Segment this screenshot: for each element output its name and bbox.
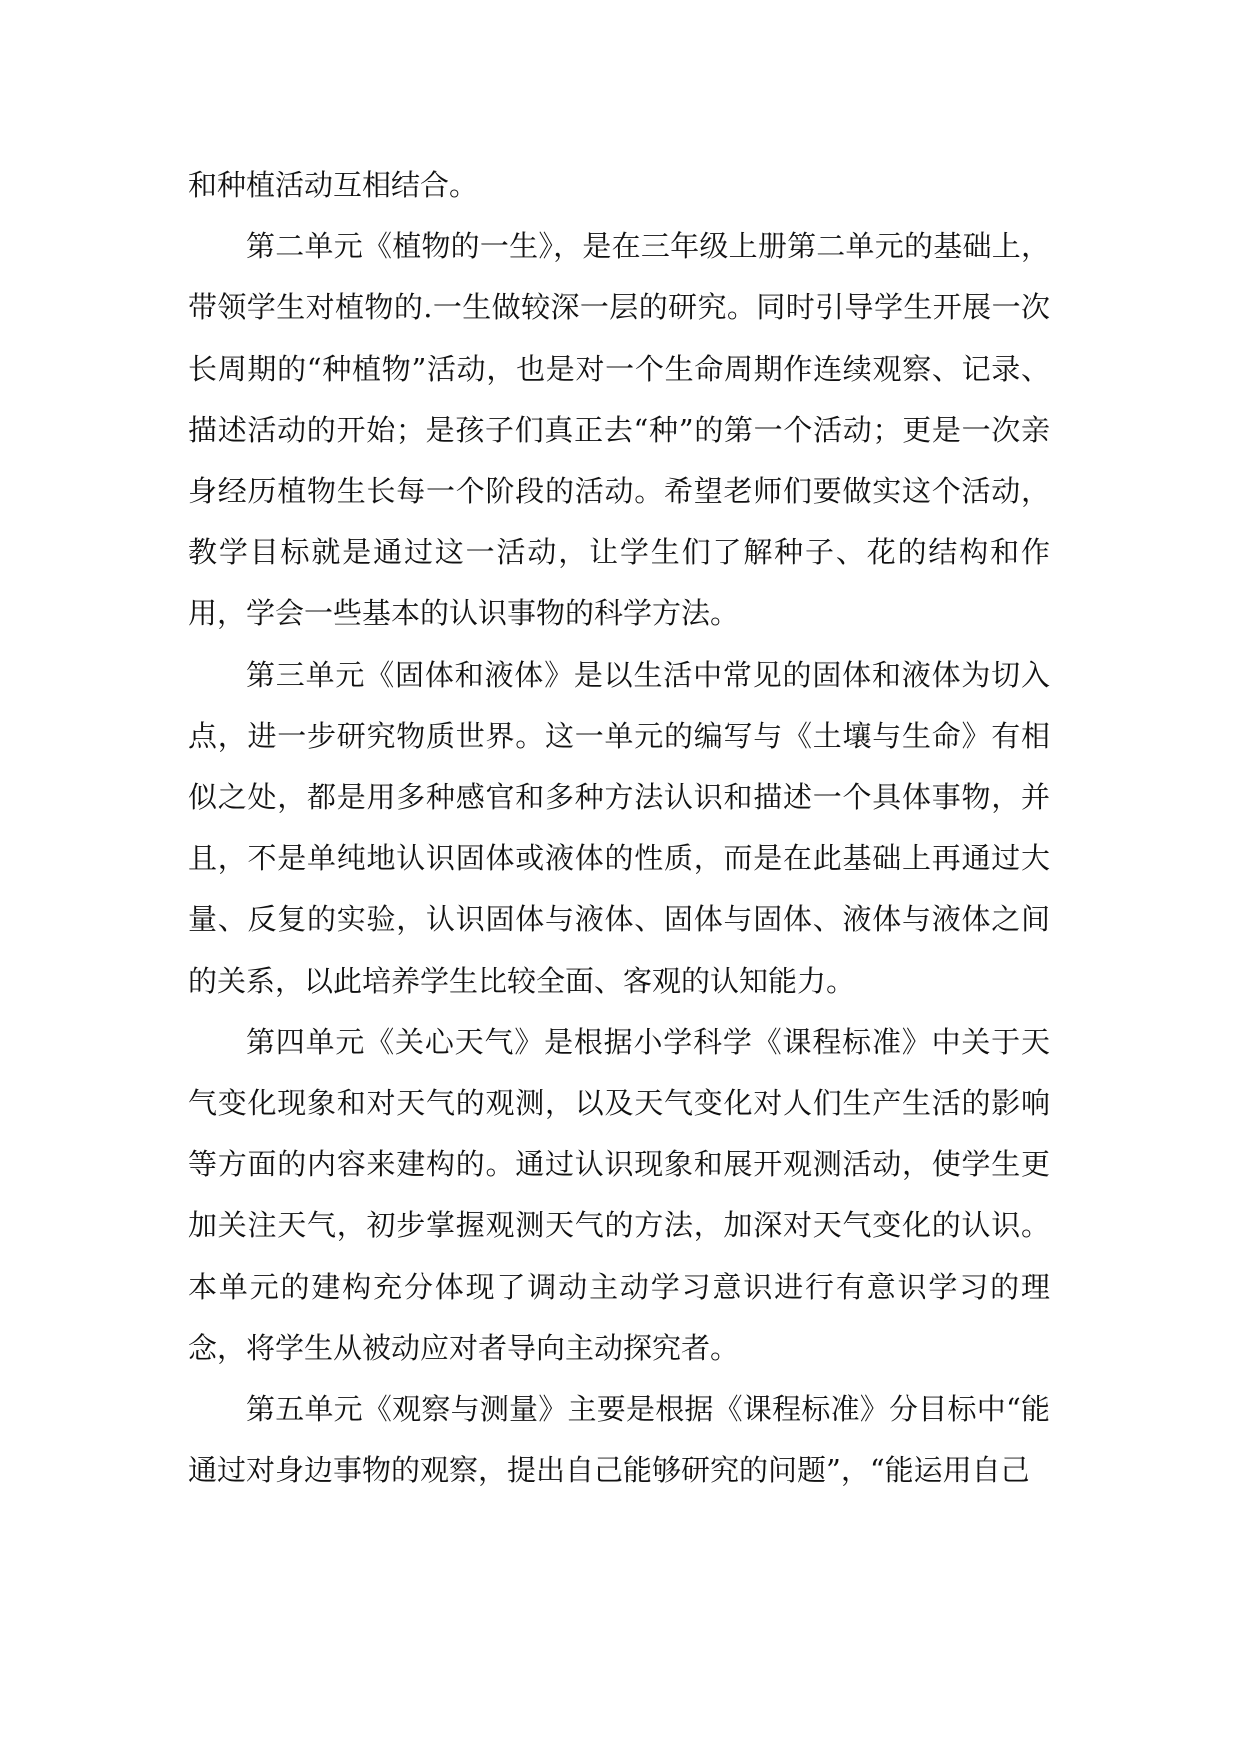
- paragraph-continuation: 和种植活动互相结合。: [188, 168, 479, 202]
- document-body: [188, 155, 1050, 1501]
- paragraph-unit-four: 第四单元《关心天气》是根据小学科学《课程标准》中关于天气变化现象和对天气的观测，以及天气变化对人们生产生活的影响等方面的内容来建构的。通过认识现象和展开观测活动，使学生更加关注天气，初步掌握观测天气的方法，加深对天气变化的认识。本单元的建构充分体现了调动主动学习意识进行有意识学习的理念，将学生从被动应对者导向主动探究者。: [188, 1024, 1050, 1365]
- paragraph-unit-three: 第三单元《固体和液体》是以生活中常见的固体和液体为切入点，进一步研究物质世界。这一单元的编写与《土壤与生命》有相似之处，都是用多种感官和多种方法认识和描述一个具体事物，并且，不是单纯地认识固体或液体的性质，而是在此基础上再通过大量、反复的实验，认识固体与液体、固体与固体、液体与液体之间的关系，以此培养学生比较全面、客观的认知能力。: [188, 657, 1050, 998]
- paragraph-unit-five: 第五单元《观察与测量》主要是根据《课程标准》分目标中“能通过对身边事物的观察，提出自己能够研究的问题”，“能运用自己: [188, 1392, 1050, 1488]
- paragraph-unit-two: 第二单元《植物的一生》，是在三年级上册第二单元的基础上，带领学生对植物的.一生做较深一层的研究。同时引导学生开展一次长周期的“种植物”活动，也是对一个生命周期作连续观察、记录、描述活动的开始；是孩子们真正去“种”的第一个活动；更是一次亲身经历植物生长每一个阶段的活动。希望老师们要做实这个活动，教学目标就是通过这一活动，让学生们了解种子、花的结构和作用，学会一些基本的认识事物的科学方法。: [188, 229, 1050, 631]
